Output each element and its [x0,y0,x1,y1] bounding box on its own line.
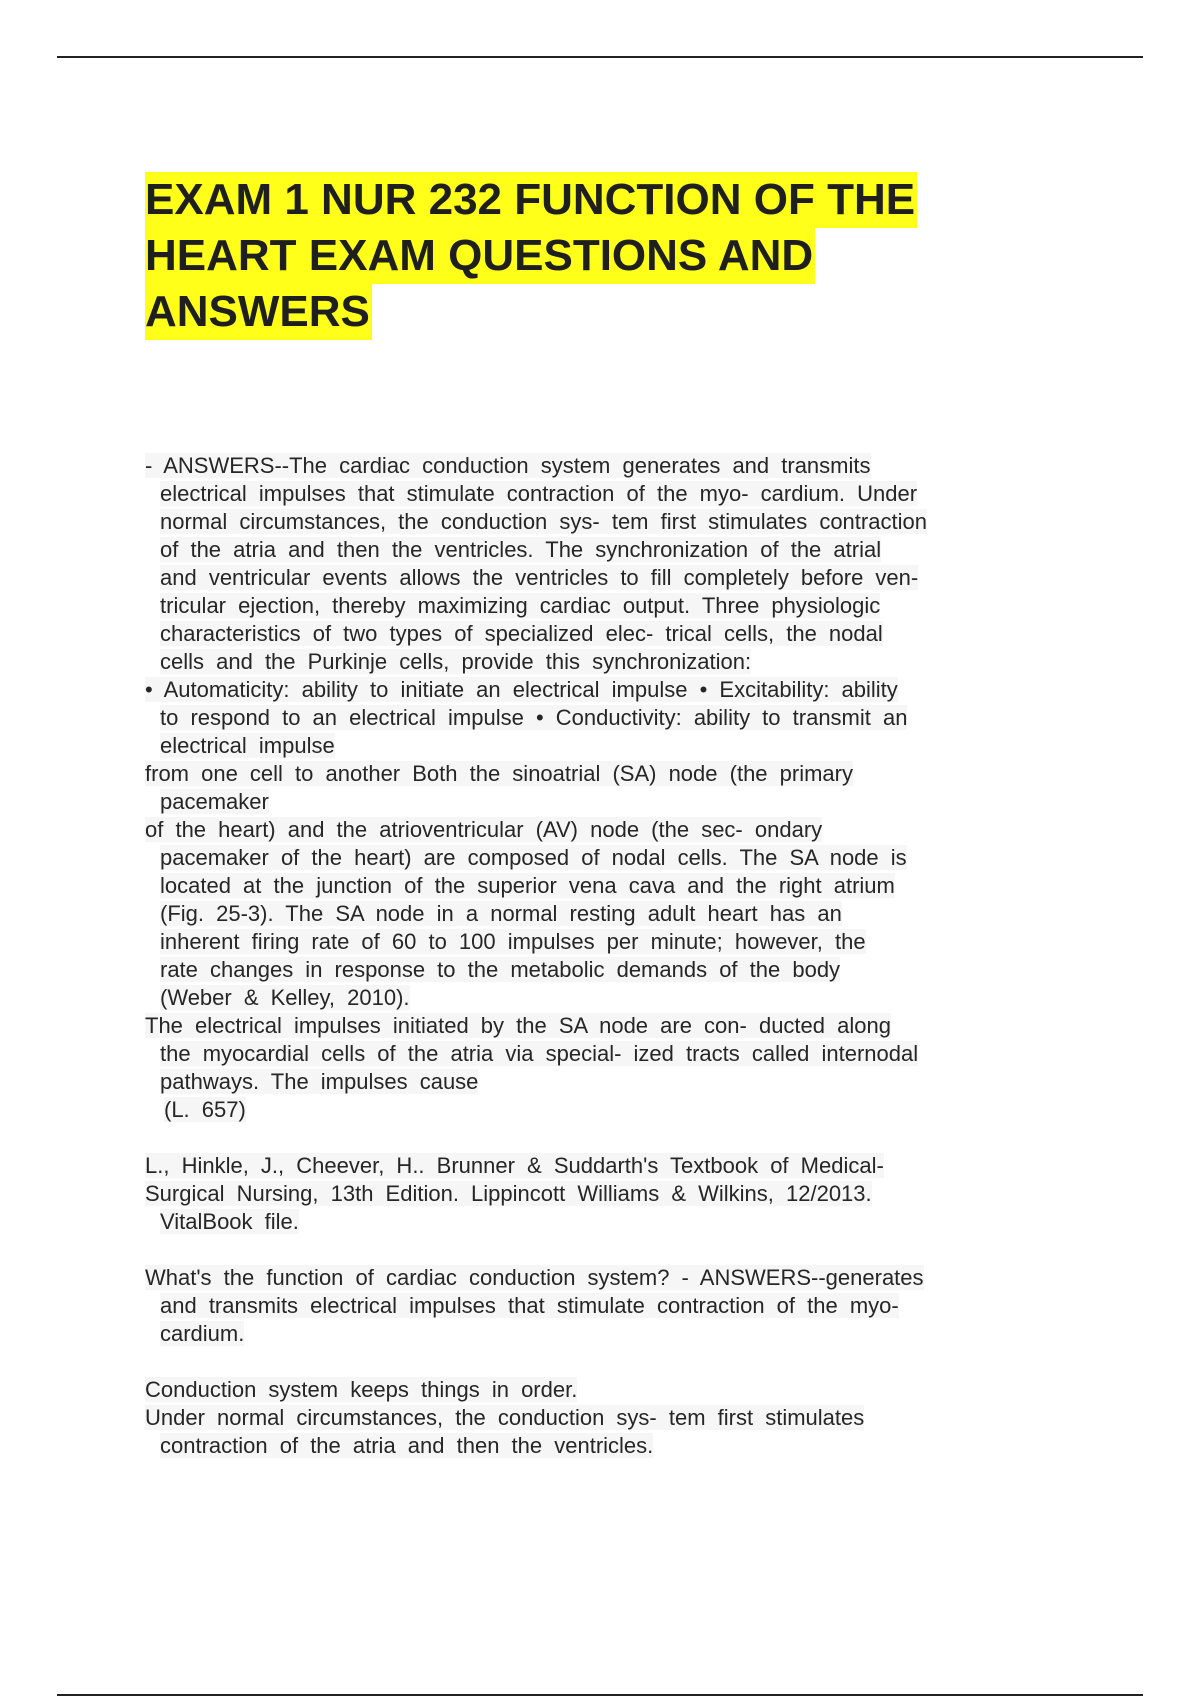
text-line: Surgical Nursing, 13th Edition. Lippincott Williams & Wilkins, 12/2013. [145,1181,872,1206]
text-line: to respond to an electrical impulse • Conductivity: ability to transmit an [160,705,908,730]
text-line: pacemaker of the heart) are composed of nodal cells. The SA node is [160,845,907,870]
question-answer-1 [145,1264,1065,1348]
text-line: characteristics of two types of specialized elec- trical cells, the nodal [160,621,883,646]
citation-paragraph [145,1152,1065,1236]
top-rule [57,56,1143,58]
paragraph-gap [145,1348,1065,1376]
question-answer-2 [145,1376,1065,1460]
text-line: What's the function of cardiac conduction system? - ANSWERS--generates [145,1265,924,1290]
text-line: pacemaker [160,789,269,814]
text-line: electrical impulses that stimulate contraction of the myo- cardium. Under [160,481,918,506]
paragraph-gap [145,1124,1065,1152]
text-line: The electrical impulses initiated by the SA node are con- ducted along [145,1013,891,1038]
text-line: cells and the Purkinje cells, provide this synchronization: [160,649,752,674]
text-line: • Automaticity: ability to initiate an electrical impulse • Excitability: ability [145,677,898,702]
text-line: tricular ejection, thereby maximizing cardiac output. Three physiologic [160,593,881,618]
text-line: - ANSWERS--The cardiac conduction system generates and transmits [145,453,871,478]
text-line: inherent firing rate of 60 to 100 impulses per minute; however, the [160,929,866,954]
text-line: the myocardial cells of the atria via special- ized tracts called internodal [160,1041,919,1066]
text-line: (Fig. 25-3). The SA node in a normal resting adult heart has an [160,901,842,926]
paragraph-gap [145,1236,1065,1264]
answer-paragraph [145,452,1065,1124]
text-line: of the heart) and the atrioventricular (AV) node (the sec- ondary [145,817,823,842]
text-line: rate changes in response to the metabolic demands of the body [160,957,841,982]
text-line: normal circumstances, the conduction sys- tem first stimulates contraction [160,509,927,534]
title-line: HEART EXAM QUESTIONS AND [145,228,815,284]
text-line: cardium. [160,1321,245,1346]
text-line: (L. 657) [164,1097,246,1122]
text-line: electrical impulse [160,733,335,758]
text-line: from one cell to another Both the sinoatrial (SA) node (the primary [145,761,853,786]
text-line: pathways. The impulses cause [160,1069,479,1094]
document-body [145,452,1065,1460]
bottom-rule [57,1694,1143,1696]
text-line: Under normal circumstances, the conduction sys- tem first stimulates [145,1405,865,1430]
text-line: contraction of the atria and then the ventricles. [160,1433,654,1458]
text-line: and transmits electrical impulses that stimulate contraction of the myo- [160,1293,899,1318]
text-line: L., Hinkle, J., Cheever, H.. Brunner & Suddarth's Textbook of Medical- [145,1153,884,1178]
text-line: located at the junction of the superior vena cava and the right atrium [160,873,895,898]
text-line: of the atria and then the ventricles. The synchronization of the atrial [160,537,882,562]
text-line: and ventricular events allows the ventricles to fill completely before ven- [160,565,919,590]
text-line: Conduction system keeps things in order. [145,1377,578,1402]
text-line: VitalBook file. [160,1209,299,1234]
document-title [145,172,1045,340]
text-line: (Weber & Kelley, 2010). [160,985,410,1010]
title-line: ANSWERS [145,284,372,340]
title-line: EXAM 1 NUR 232 FUNCTION OF THE [145,172,917,228]
